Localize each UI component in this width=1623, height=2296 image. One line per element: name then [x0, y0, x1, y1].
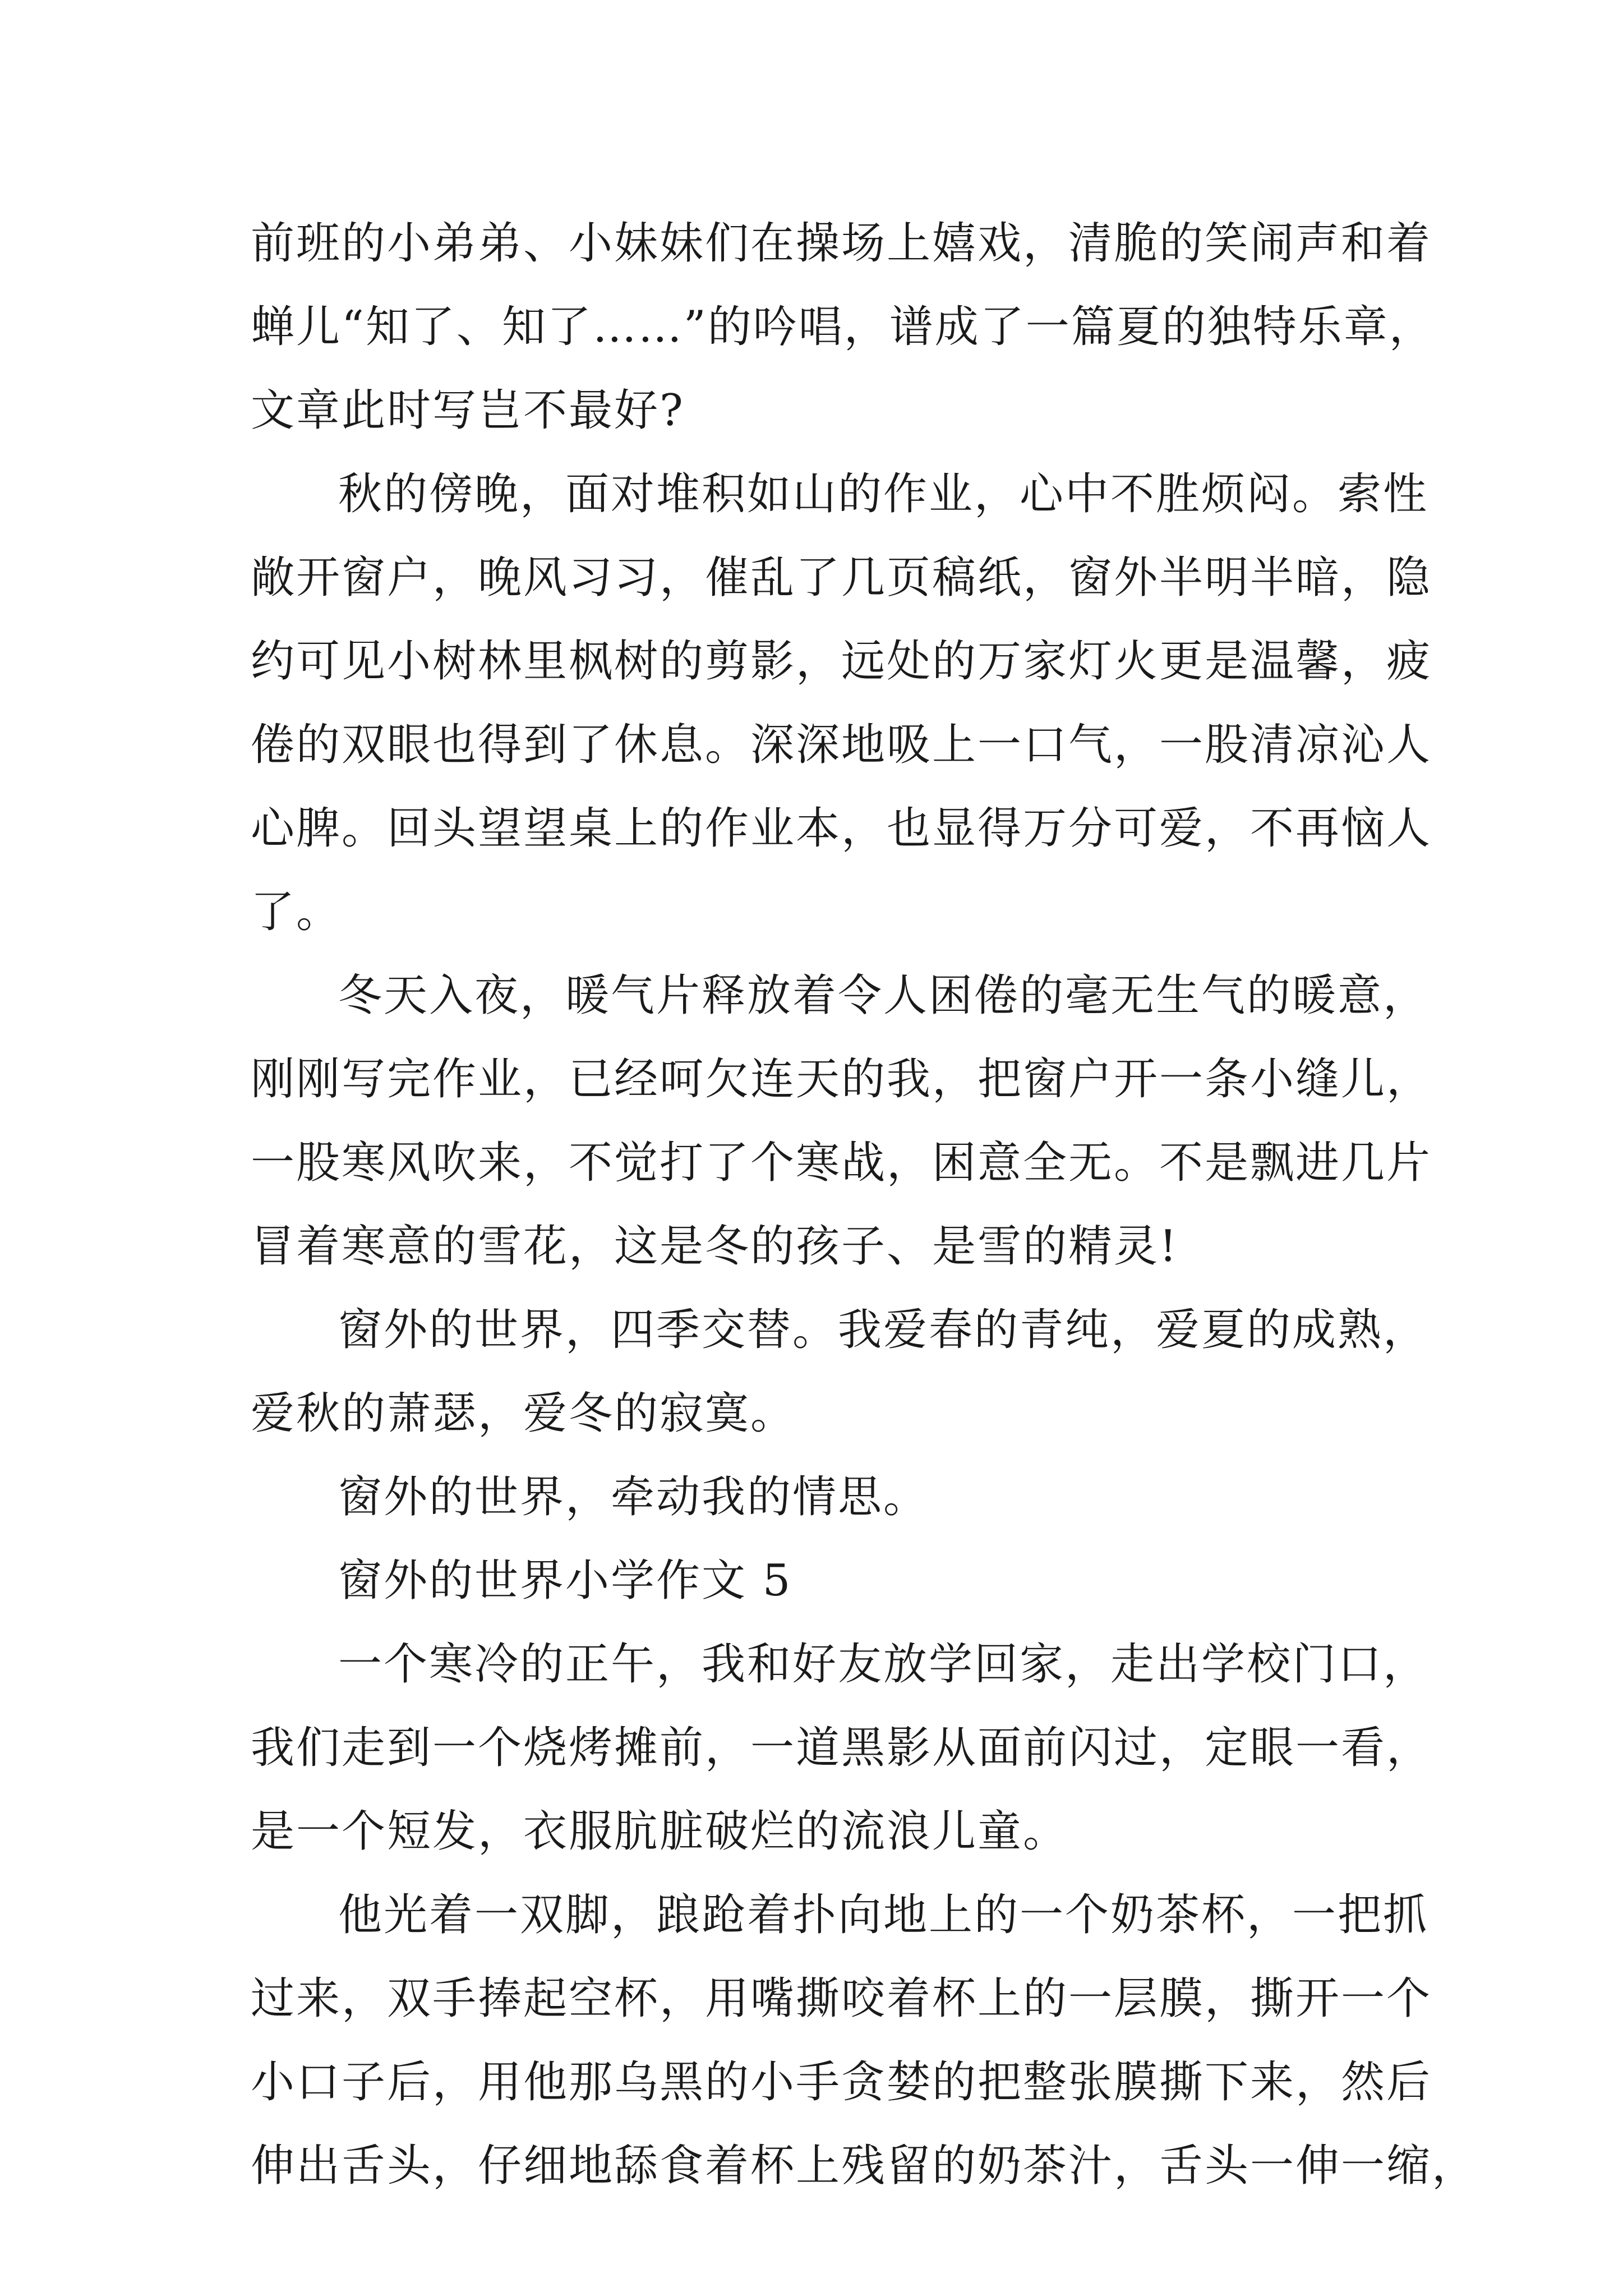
- text-line: 约可见小树林里枫树的剪影，远处的万家灯火更是温馨，疲: [251, 636, 1432, 687]
- text-line: 一个寒冷的正午，我和好友放学回家，走出学校门口，: [338, 1639, 1429, 1690]
- text-line: 文章此时写岂不最好?: [251, 385, 685, 436]
- section-heading: [251, 1539, 1389, 1623]
- text-line: 过来，双手捧起空杯，用嘴撕咬着杯上的一层膜，撕开一个: [251, 1973, 1432, 2024]
- text-line: 冒着寒意的雪花，这是冬的孩子、是雪的精灵!: [251, 1221, 1179, 1272]
- text-line: 小口子后，用他那乌黑的小手贪婪的把整张膜撕下来，然后: [251, 2057, 1432, 2108]
- text-line: 秋的傍晚，面对堆积如山的作业，心中不胜烦闷。索性: [338, 469, 1429, 519]
- essay-title: 窗外的世界小学作文 5: [338, 1556, 792, 1606]
- text-line: 爱秋的萧瑟，爱冬的寂寞。: [251, 1388, 796, 1439]
- text-line: 窗外的世界，牵动我的情思。: [338, 1472, 929, 1522]
- document-body: [251, 202, 1478, 2208]
- text-line: 心脾。回头望望桌上的作业本，也显得万分可爱，不再恼人: [251, 803, 1432, 854]
- text-line: 蝉儿“知了、知了……”的吟唱，谱成了一篇夏的独特乐章，: [251, 302, 1435, 352]
- text-line: 窗外的世界，四季交替。我爱春的青纯，爱夏的成熟，: [338, 1305, 1429, 1355]
- text-line: 我们走到一个烧烤摊前，一道黑影从面前闪过，定眼一看，: [251, 1723, 1432, 1773]
- text-line: 冬天入夜，暖气片释放着令人困倦的毫无生气的暖意，: [338, 970, 1429, 1021]
- paragraph-closing: [251, 1456, 1389, 1539]
- paragraph-summer-continued: [251, 202, 1435, 453]
- text-line: 是一个短发，衣服肮脏破烂的流浪儿童。: [251, 1806, 1069, 1857]
- paragraph-noon: [251, 1623, 1432, 1874]
- text-line: 他光着一双脚，踉跄着扑向地上的一个奶茶杯，一把抓: [338, 1890, 1429, 1940]
- text-line: 了。: [251, 887, 342, 937]
- paragraph-winter: [251, 954, 1432, 1289]
- paragraph-four-seasons: [251, 1289, 1429, 1456]
- text-line: 前班的小弟弟、小妹妹们在操场上嬉戏，清脆的笑闹声和着: [251, 218, 1432, 269]
- paragraph-barefoot-child: [251, 1874, 1478, 2208]
- text-line: 刚刚写完作业，已经呵欠连天的我，把窗户开一条小缝儿，: [251, 1054, 1432, 1105]
- text-line: 敞开窗户，晚风习习，催乱了几页稿纸，窗外半明半暗，隐: [251, 553, 1432, 603]
- paragraph-autumn: [251, 453, 1432, 954]
- text-line: 一股寒风吹来，不觉打了个寒战，困意全无。不是飘进几片: [251, 1138, 1432, 1188]
- text-line: 倦的双眼也得到了休息。深深地吸上一口气，一股清凉沁人: [251, 720, 1432, 770]
- text-line: 伸出舌头，仔细地舔食着杯上残留的奶茶汁，舌头一伸一缩，: [251, 2141, 1478, 2191]
